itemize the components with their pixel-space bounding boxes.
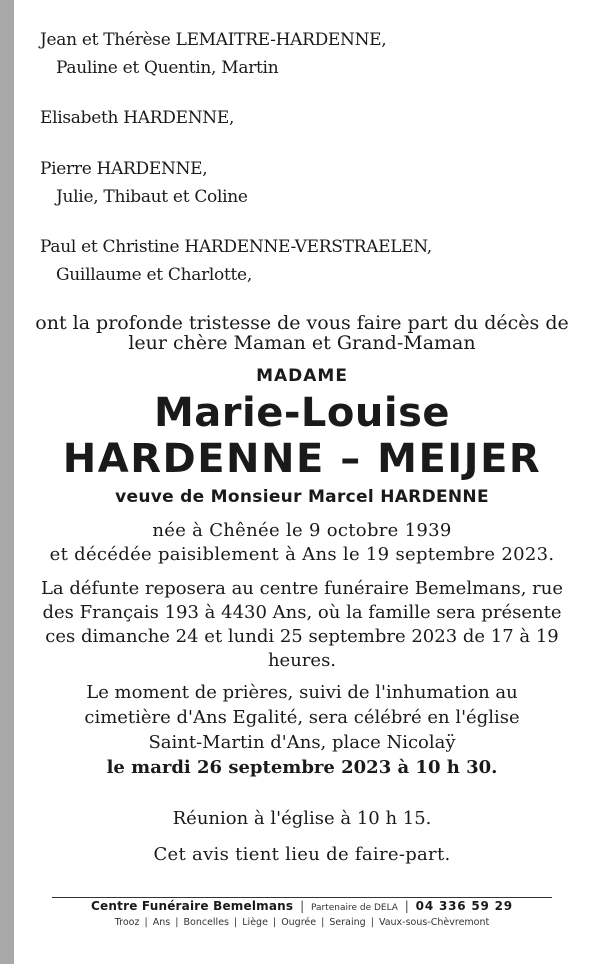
announcement-line: ont la profonde tristesse de vous faire part du décès de [35,312,569,334]
deceased-title: MADAME [256,366,348,386]
footer-company-line [14,899,590,913]
family-line: Paul et Christine HARDENNE-VERSTRAELEN, [40,237,432,257]
ceremony-date-time: le mardi 26 septembre 2023 à 10 h 30. [106,757,498,778]
announcement-line: leur chère Maman et Grand-Maman [128,332,476,354]
location-item: Ans [152,917,171,928]
footer-separator: | [175,917,179,928]
family-subline: Julie, Thibaut et Coline [56,187,248,207]
deceased-last-name: HARDENNE – MEIJER [62,436,542,482]
family-entry [40,233,432,289]
family-line: Elisabeth HARDENNE, [40,108,235,128]
family-entry [40,104,234,132]
footer-separator: | [234,917,238,928]
family-entry [40,26,386,82]
location-item: Seraing [329,917,366,928]
footer-separator: | [404,899,409,913]
family-line: Pierre HARDENNE, [40,159,208,179]
ceremony-line: Saint-Martin d'Ans, place Nicolaÿ [148,732,456,753]
notice-note: Cet avis tient lieu de faire-part. [153,844,451,865]
footer-divider [52,897,552,898]
deceased-first-name: Marie-Louise [153,390,451,436]
footer-separator: | [144,917,148,928]
widow-of: veuve de Monsieur Marcel HARDENNE [115,487,489,507]
location-item: Vaux-sous-Chèvremont [378,917,490,928]
phone-number: 04 336 59 29 [415,899,513,913]
footer-separator: | [370,917,374,928]
location-item: Boncelles [183,917,229,928]
family-line: Jean et Thérèse LEMAITRE-HARDENNE, [40,30,387,50]
footer-separator: | [272,917,277,928]
dates-block [14,519,590,567]
funeral-home-name: Centre Funéraire Bemelmans [91,899,294,913]
footer-locations [14,917,590,928]
footer-separator: | [321,917,325,928]
family-subline: Guillaume et Charlotte, [56,265,252,285]
death-date: et décédée paisiblement à Ans le 19 septembre 2023. [49,544,555,565]
ceremony-info [14,680,590,780]
footer-separator: | [300,899,305,913]
rest-line: heures. [267,650,337,671]
location-item: Liège [242,917,268,928]
family-entry [40,155,248,211]
rest-info [14,577,590,673]
announcement [14,313,590,353]
ceremony-line: Le moment de prières, suivi de l'inhumation au [86,682,518,703]
rest-line: ces dimanche 24 et lundi 25 septembre 2023 de 17 à 19 [45,626,559,647]
rest-line: des Français 193 à 4430 Ans, où la famille sera présente [42,602,562,623]
birth-date: née à Chênée le 9 octobre 1939 [152,520,452,541]
family-subline: Pauline et Quentin, Martin [56,58,279,78]
location-item: Trooz [114,917,140,928]
reunion-note: Réunion à l'église à 10 h 15. [172,808,432,829]
rest-line: La défunte reposera au centre funéraire Bemelmans, rue [40,578,564,599]
ceremony-line: cimetière d'Ans Egalité, sera célébré en l'église [84,707,520,728]
location-item: Ougrée [281,917,317,928]
partner-label: Partenaire de DELA [310,903,398,913]
left-margin-bar [0,0,14,964]
